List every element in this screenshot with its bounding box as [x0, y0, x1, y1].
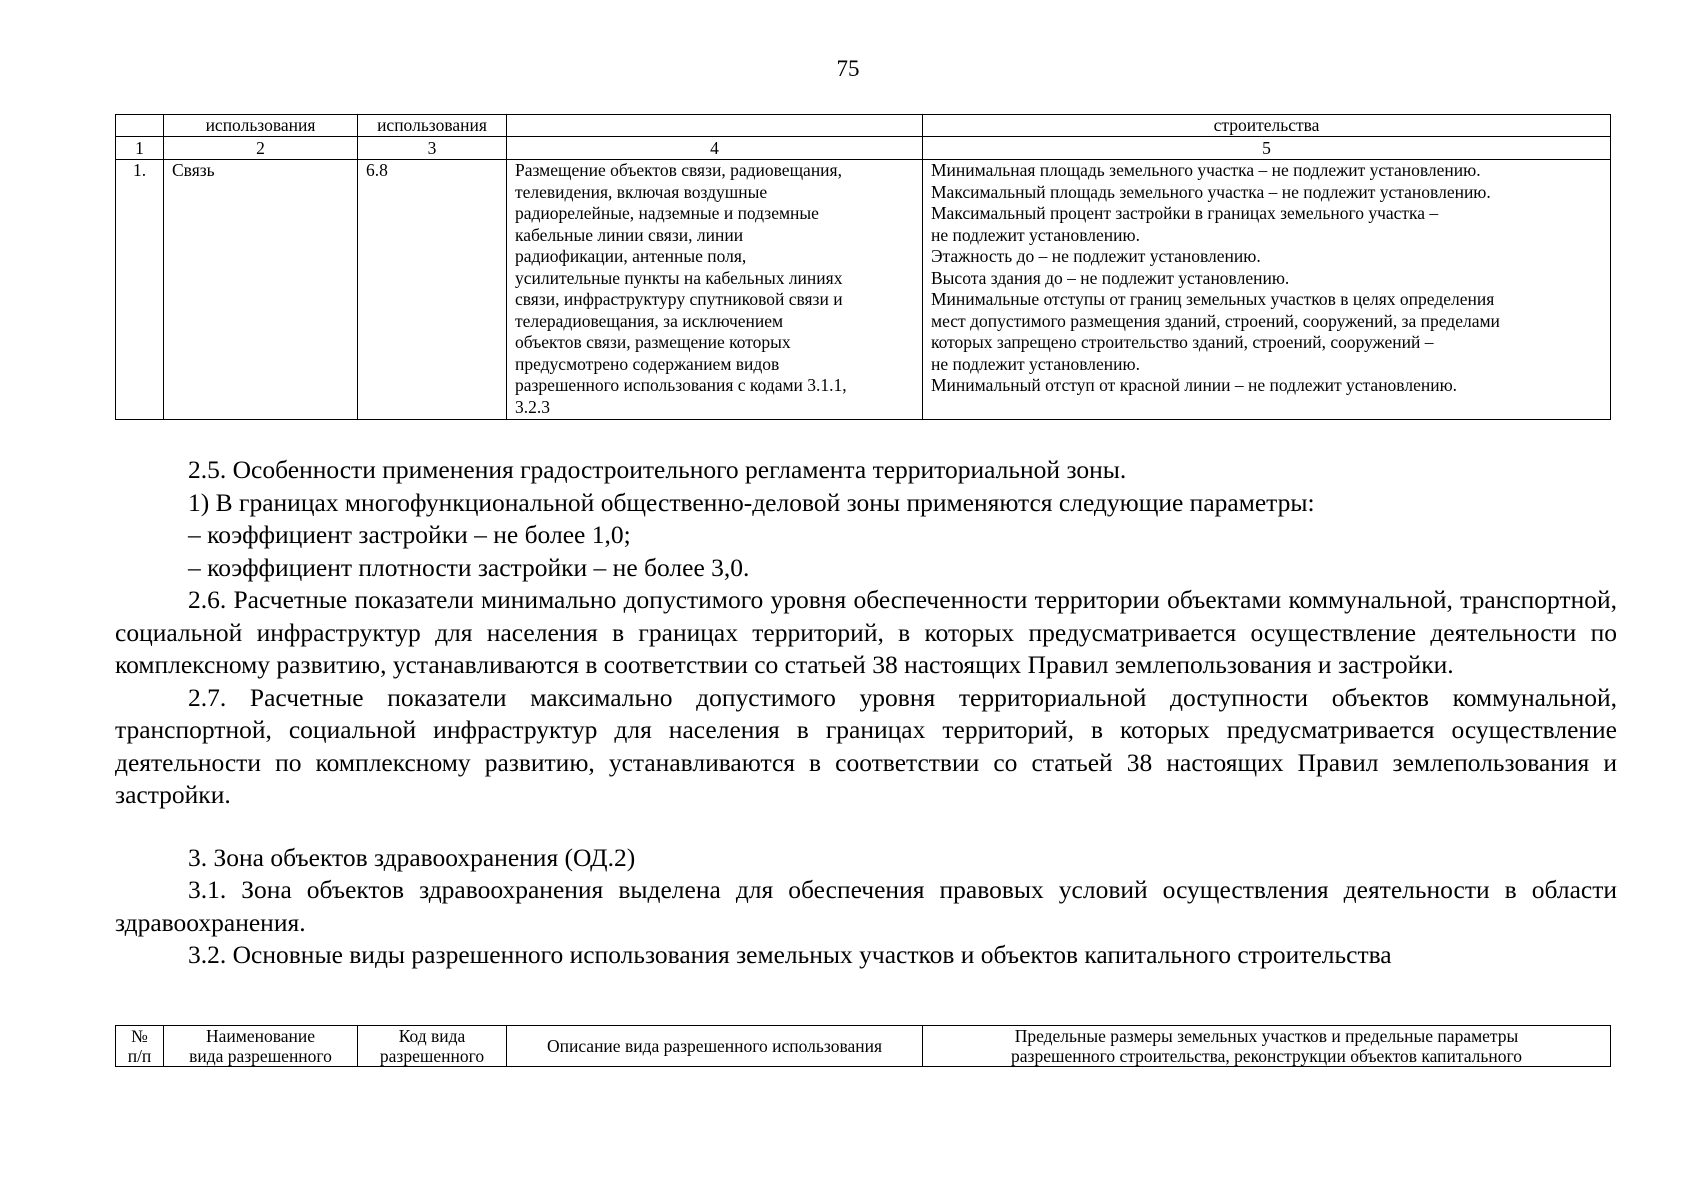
parameter-line: Максимальный процент застройки в границах земельного участка –: [931, 203, 1439, 223]
paragraph-2-6: 2.6. Расчетные показатели минимально допустимого уровня обеспеченности территории объектами коммунальной, транспортной, социальной инфраструктур для населения в границах территорий, в которых предусматривается осуществление деятельности по комплексному развитию, устанавливаются в соответствии со статьей 38 настоящих Правил землепользования и застройки.: [115, 585, 1617, 679]
permitted-use-table-continued: [115, 114, 1611, 420]
table-row: [116, 160, 1611, 420]
table-header-fragment-row: [116, 115, 1611, 137]
header-fragment-col4: [507, 115, 923, 137]
paragraph-2-5-coefficient-a: – коэффициент застройки – не более 1,0;: [188, 520, 631, 549]
column-number-row: [116, 137, 1611, 160]
description-line: телевидения, включая воздушные: [515, 181, 768, 202]
column-number: 3: [358, 137, 507, 160]
paragraph-3-2: 3.2. Основные виды разрешенного использования земельных участков и объектов капитального строительства: [188, 940, 1392, 969]
parameter-line: не подлежит установлению.: [931, 353, 1140, 374]
column-number: 2: [164, 137, 358, 160]
column-number: 4: [507, 137, 923, 160]
description-line: усилительные пункты на кабельных линиях: [515, 267, 843, 288]
description-line: радиофикации, антенные поля,: [515, 246, 747, 266]
parameter-line: Минимальный отступ от красной линии – не подлежит установлению.: [931, 375, 1458, 395]
header-fragment-col2: использования: [164, 115, 358, 137]
body-text: [115, 454, 1617, 972]
parameter-line: Этажность до – не подлежит установлению.: [931, 246, 1261, 266]
parameter-line: которых запрещено строительство зданий, строений, сооружений –: [931, 332, 1434, 352]
description-line: связи, инфраструктуру спутниковой связи и: [515, 289, 843, 309]
description-line: предусмотрено содержанием видов: [515, 353, 780, 374]
section-3-heading: 3. Зона объектов здравоохранения (ОД.2): [188, 842, 636, 872]
description-line: кабельные линии связи, линии: [515, 224, 744, 245]
header-use-code: Код вида разрешенного: [358, 1026, 507, 1067]
healthcare-zone-table-header: [115, 1025, 1611, 1067]
header-use-description: Описание вида разрешенного использования: [507, 1026, 923, 1067]
page-number: 75: [836, 56, 860, 81]
header-use-name: Наименование вида разрешенного: [164, 1026, 358, 1067]
description-line: 3.2.3: [515, 396, 550, 417]
use-parameters: [923, 160, 1611, 420]
section-spacer: [115, 812, 1617, 842]
column-number: 5: [923, 137, 1611, 160]
column-number: 1: [116, 137, 164, 160]
use-description: [507, 160, 923, 420]
parameter-line: Высота здания до – не подлежит установлению.: [931, 267, 1290, 288]
paragraph-3-1: 3.1. Зона объектов здравоохранения выделена для обеспечения правовых условий осуществления деятельности в области здравоохранения.: [115, 875, 1617, 937]
paragraph-2-5: 2.5. Особенности применения градостроительного регламента территориальной зоны.: [188, 455, 1127, 484]
description-line: объектов связи, размещение которых: [515, 332, 791, 352]
description-line: телерадиовещания, за исключением: [515, 310, 784, 331]
parameter-line: Минимальная площадь земельного участка – не подлежит установлению.: [931, 160, 1481, 180]
paragraph-2-5-coefficient-b: – коэффициент плотности застройки – не более 3,0.: [188, 552, 750, 582]
header-fragment-col1: [116, 115, 164, 137]
parameter-line: Минимальные отступы от границ земельных участков в целях определения: [931, 289, 1495, 309]
use-code: 6.8: [358, 160, 507, 420]
parameter-line: Максимальный площадь земельного участка – не подлежит установлению.: [931, 181, 1491, 202]
header-fragment-col5: строительства: [923, 115, 1611, 137]
header-fragment-col3: использования: [358, 115, 507, 137]
row-number: 1.: [116, 160, 164, 420]
parameter-line: не подлежит установлению.: [931, 224, 1140, 245]
paragraph-2-5-1: 1) В границах многофункциональной общественно-деловой зоны применяются следующие параметры:: [188, 487, 1315, 517]
table-header-row: [116, 1026, 1611, 1067]
parameter-line: мест допустимого размещения зданий, строений, сооружений, за пределами: [931, 310, 1500, 331]
description-line: разрешенного использования с кодами 3.1.1,: [515, 375, 847, 395]
description-line: Размещение объектов связи, радиовещания,: [515, 160, 842, 180]
description-line: радиорелейные, надземные и подземные: [515, 203, 819, 223]
header-number: № п/п: [116, 1026, 164, 1067]
header-limit-parameters: Предельные размеры земельных участков и предельные параметры разрешенного строительства, реконструкции объектов капитального: [923, 1026, 1611, 1067]
paragraph-2-7: 2.7. Расчетные показатели максимально допустимого уровня территориальной доступности объектов коммунальной, транспортной, социальной инфраструктур для населения в границах территорий, в которых предусматривается осуществление деятельности по комплексному развитию, устанавливаются в соответствии со статьей 38 настоящих Правил землепользования и застройки.: [115, 682, 1617, 809]
use-name: Связь: [164, 160, 358, 420]
